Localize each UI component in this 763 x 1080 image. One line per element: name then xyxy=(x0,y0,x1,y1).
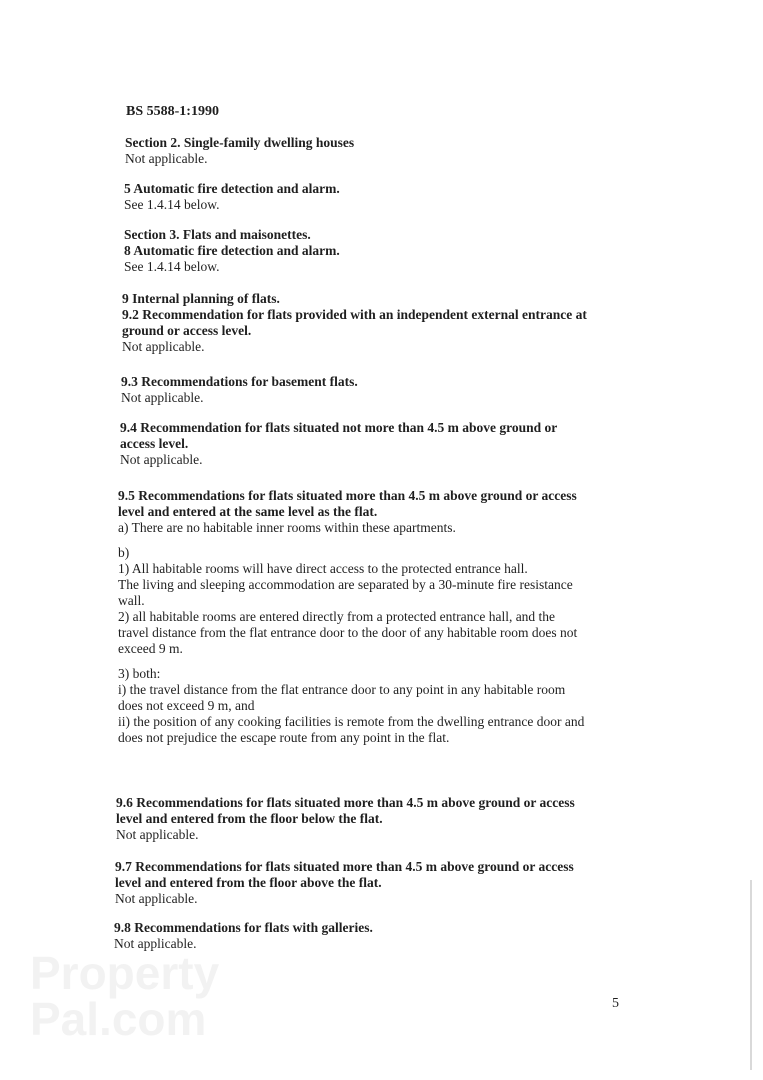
item-b2-line: 2) all habitable rooms are entered directly from a protected entrance hall, and the xyxy=(118,609,556,624)
item-b3-i-line: does not exceed 9 m, and xyxy=(118,698,255,713)
item-b1-line: wall. xyxy=(118,593,145,608)
section-2 xyxy=(125,135,635,167)
section-heading: Section 2. Single-family dwelling houses xyxy=(125,135,355,150)
item-b1: 1) All habitable rooms will have direct access to the protected entrance hall. xyxy=(118,561,528,576)
item-b3-ii-line: does not prejudice the escape route from any point in the flat. xyxy=(118,730,450,745)
section-body: Not applicable. xyxy=(115,891,198,906)
section-3 xyxy=(124,227,634,275)
clause-heading: 8 Automatic fire detection and alarm. xyxy=(124,243,340,258)
watermark-line: Property xyxy=(30,947,220,999)
section-body: Not applicable. xyxy=(116,827,199,842)
clause-9-5 xyxy=(118,488,628,746)
item-b1-line: The living and sleeping accommodation are separated by a 30-minute fire resistance xyxy=(118,577,573,592)
section-heading: Section 3. Flats and maisonettes. xyxy=(124,227,311,242)
clause-heading-line: 9.2 Recommendation for flats provided with an independent external entrance at xyxy=(122,307,587,322)
section-body: Not applicable. xyxy=(121,390,204,405)
clause-9-6 xyxy=(116,795,626,843)
item-b3: 3) both: xyxy=(118,666,161,681)
section-heading-line: access level. xyxy=(120,436,189,451)
clause-9-4 xyxy=(120,420,630,468)
paragraph-b: b) xyxy=(118,545,130,560)
section-heading-line: 9.4 Recommendation for flats situated not more than 4.5 m above ground or xyxy=(120,420,558,435)
section-heading-line: level and entered from the floor below the flat. xyxy=(116,811,383,826)
section-heading: 5 Automatic fire detection and alarm. xyxy=(124,181,340,196)
item-b3-i-line: i) the travel distance from the flat entrance door to any point in any habitable room xyxy=(118,682,566,697)
section-heading-line: 9.6 Recommendations for flats situated more than 4.5 m above ground or access xyxy=(116,795,575,810)
section-body: See 1.4.14 below. xyxy=(124,259,220,274)
clause-5 xyxy=(124,181,634,213)
section-heading-line: level and entered from the floor above the flat. xyxy=(115,875,382,890)
section-body: Not applicable. xyxy=(120,452,203,467)
clause-9-3 xyxy=(121,374,631,406)
document-reference: BS 5588-1:1990 xyxy=(126,104,219,119)
watermark-logo xyxy=(30,947,260,1050)
section-heading: 9.8 Recommendations for flats with galleries. xyxy=(114,920,373,935)
paragraph-a: a) There are no habitable inner rooms within these apartments. xyxy=(118,520,456,535)
item-b2-line: travel distance from the flat entrance door to the door of any habitable room does not xyxy=(118,625,578,640)
section-body: Not applicable. xyxy=(122,339,205,354)
clause-heading-line: ground or access level. xyxy=(122,323,252,338)
section-body: Not applicable. xyxy=(125,151,208,166)
section-body: Not applicable. xyxy=(114,936,197,951)
page-number: 5 xyxy=(612,996,619,1011)
item-b2-line: exceed 9 m. xyxy=(118,641,183,656)
clause-9 xyxy=(122,291,632,355)
item-b3-ii-line: ii) the position of any cooking facilities is remote from the dwelling entrance door and xyxy=(118,714,585,729)
watermark-line: Pal.com xyxy=(30,993,207,1045)
section-body: See 1.4.14 below. xyxy=(124,197,220,212)
section-heading-line: 9.5 Recommendations for flats situated more than 4.5 m above ground or access xyxy=(118,488,577,503)
section-heading: 9.3 Recommendations for basement flats. xyxy=(121,374,358,389)
scan-edge xyxy=(750,880,752,1070)
section-heading: 9 Internal planning of flats. xyxy=(122,291,280,306)
clause-9-7 xyxy=(115,859,625,907)
section-heading-line: 9.7 Recommendations for flats situated more than 4.5 m above ground or access xyxy=(115,859,574,874)
section-heading-line: level and entered at the same level as the flat. xyxy=(118,504,378,519)
